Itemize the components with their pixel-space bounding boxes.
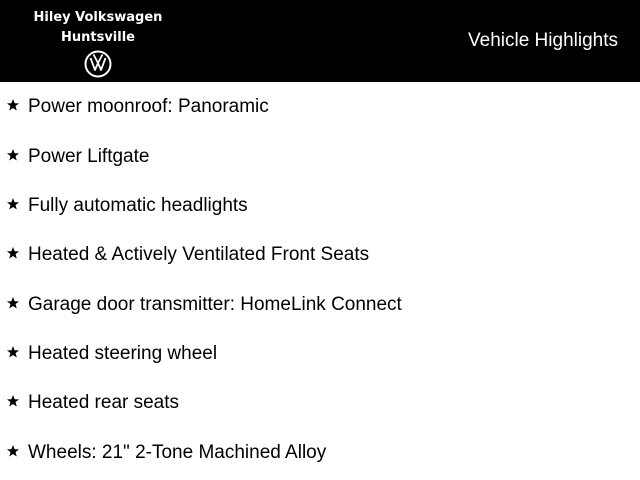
list-item — [0, 339, 640, 369]
feature-label: Heated & Actively Ventilated Front Seats — [28, 244, 370, 265]
star-icon — [6, 394, 20, 408]
list-item — [0, 191, 640, 221]
header-bar — [0, 0, 640, 82]
star-icon — [6, 296, 20, 310]
feature-label: Garage door transmitter: HomeLink Connect — [28, 294, 402, 315]
feature-label: Heated steering wheel — [28, 343, 218, 364]
star-icon — [6, 98, 20, 112]
star-icon — [6, 246, 20, 260]
feature-label: Wheels: 21" 2-Tone Machined Alloy — [28, 442, 327, 463]
list-item — [0, 290, 640, 320]
vw-logo-icon — [84, 50, 112, 78]
dealer-name-line2: Huntsville — [60, 30, 135, 45]
feature-label: Heated rear seats — [28, 392, 180, 413]
list-item — [0, 240, 640, 270]
list-item — [0, 142, 640, 172]
star-icon — [6, 345, 20, 359]
list-item — [0, 388, 640, 418]
feature-label: Fully automatic headlights — [28, 195, 248, 216]
feature-label: Power moonroof: Panoramic — [28, 96, 269, 117]
star-icon — [6, 444, 20, 458]
feature-label: Power Liftgate — [28, 146, 150, 167]
dealer-name-line1: Hiley Volkswagen — [33, 10, 163, 25]
list-item — [0, 92, 640, 122]
dealer-branding — [28, 8, 168, 78]
list-item — [0, 438, 640, 468]
star-icon — [6, 148, 20, 162]
page-title: Vehicle Highlights — [468, 30, 618, 51]
star-icon — [6, 197, 20, 211]
